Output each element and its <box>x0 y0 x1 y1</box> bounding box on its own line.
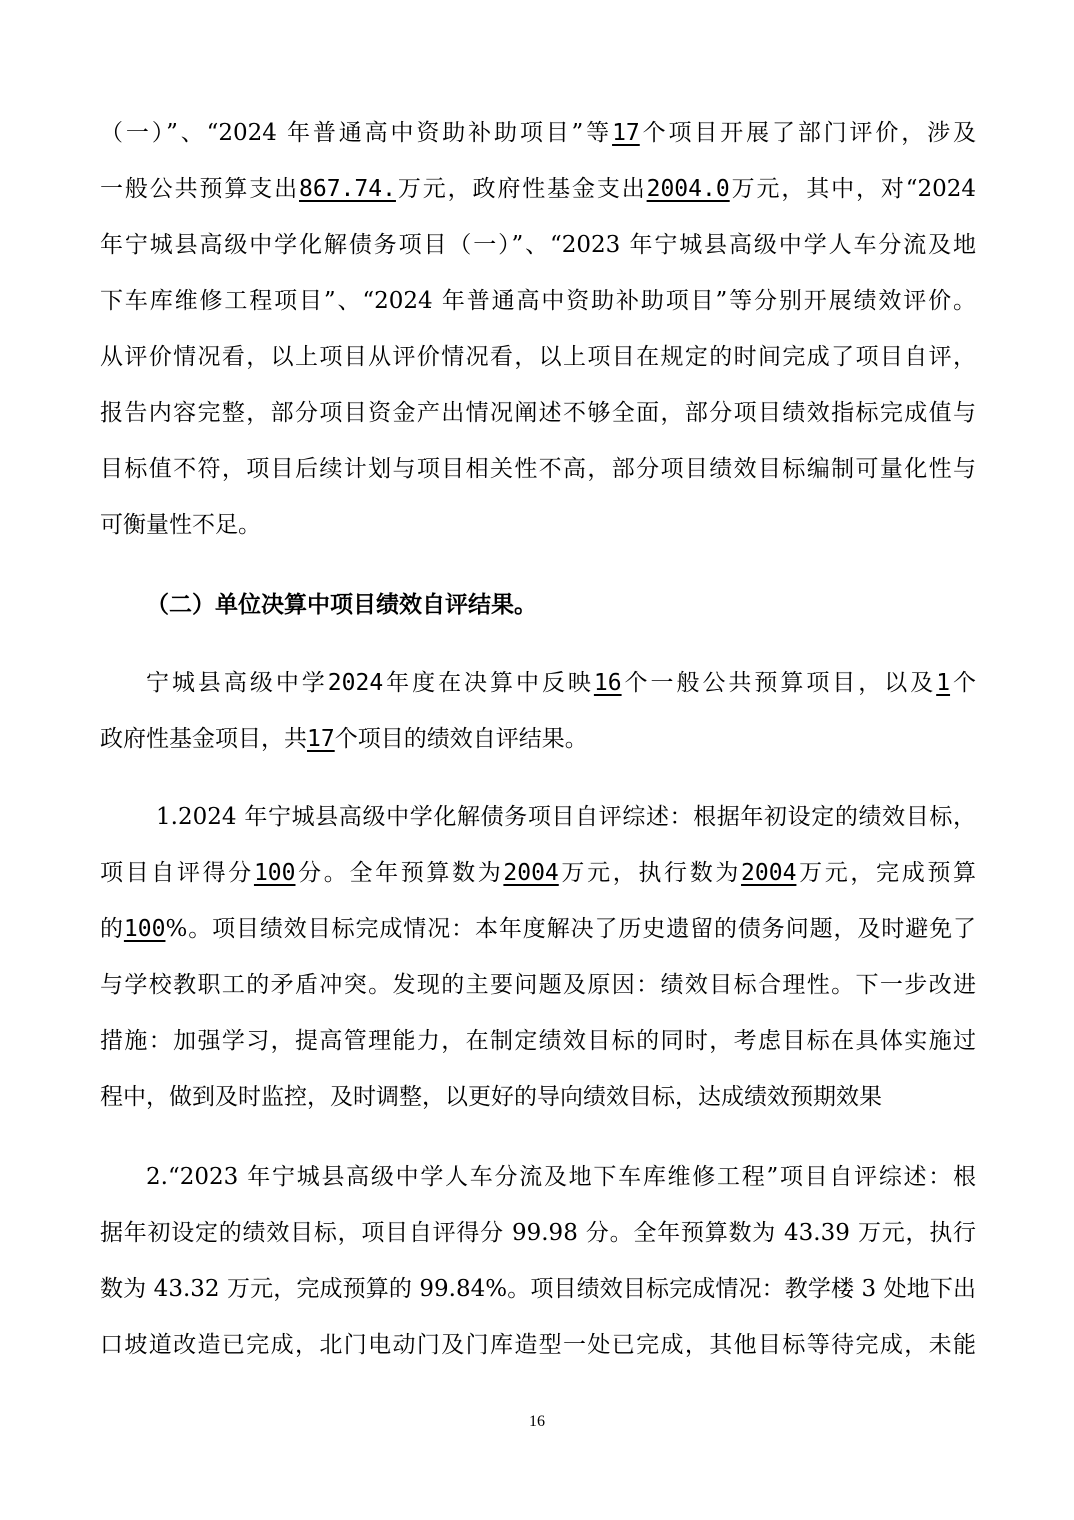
item2-line4: 口坡道改造已完成，北门电动门及门库造型一处已完成，其他目标等待完成，未能 <box>100 1332 976 1358</box>
item2-line2: 据年初设定的绩效目标，项目自评得分 99.98 分。全年预算数为 43.39 万元，执行 <box>100 1220 976 1246</box>
item1-line4: 与学校教职工的矛盾冲突。发现的主要问题及原因：绩效目标合理性。下一步改进 <box>100 972 976 998</box>
section-heading: （二）单位决算中项目绩效自评结果。 <box>146 592 537 618</box>
paragraph1-line7: 目标值不符，项目后续计划与项目相关性不高，部分项目绩效目标编制可量化性与 <box>100 456 976 482</box>
item1-line1: 1.2024 年宁城县高级中学化解债务项目自评综述：根据年初设定的绩效目标， <box>156 804 976 830</box>
text-run: 一般公共预算支出 <box>100 176 300 202</box>
item1-line5: 措施：加强学习，提高管理能力，在制定绩效目标的同时，考虑目标在具体实施过 <box>100 1028 976 1054</box>
page-number: 16 <box>529 1413 545 1430</box>
underlined-value: 867.74. <box>299 176 396 202</box>
paragraph1-line8: 可衡量性不足。 <box>100 512 261 538</box>
text-run: 年度在决算中反映 <box>383 670 594 696</box>
item2-line1: 2.“2023 年宁城县高级中学人车分流及地下车库维修工程”项目自评综述：根 <box>146 1164 976 1190</box>
underlined-value: 100 <box>123 916 166 942</box>
text-run: 个项目的绩效自评结果。 <box>334 726 588 752</box>
item1-line6: 程中，做到及时监控，及时调整，以更好的导向绩效目标，达成绩效预期效果 <box>100 1084 882 1110</box>
text-run: 个一般公共预算项目，以及 <box>621 670 937 696</box>
item1-line3 <box>100 914 976 944</box>
underlined-value: 1 <box>936 670 951 696</box>
text-run: 个 <box>950 670 976 696</box>
text-run: 万元，完成预算 <box>796 860 976 886</box>
paragraph2-line2 <box>100 724 976 754</box>
text-run: 万元，其中，对“2024 <box>729 176 976 202</box>
text-run: %。项目绩效目标完成情况：本年度解决了历史遗留的债务问题，及时避免了 <box>165 916 976 942</box>
text-run: 的 <box>100 916 124 942</box>
paragraph1-line5: 从评价情况看，以上项目从评价情况看，以上项目在规定的时间完成了项目自评， <box>100 344 976 370</box>
paragraph1-line4: 下车库维修工程项目”、“2024 年普通高中资助补助项目”等分别开展绩效评价。 <box>100 288 976 314</box>
underlined-value: 17 <box>307 726 335 752</box>
paragraph2-line1 <box>146 668 976 698</box>
paragraph1-line2 <box>100 174 976 204</box>
underlined-value: 2004.0 <box>646 176 730 202</box>
item1-line2 <box>100 858 976 888</box>
underlined-value: 2004 <box>503 860 559 886</box>
underlined-value: 100 <box>253 860 296 886</box>
paragraph1-line1 <box>100 118 976 148</box>
paragraph1-line6: 报告内容完整，部分项目资金产出情况阐述不够全面，部分项目绩效指标完成值与 <box>100 400 976 426</box>
underlined-value: 2004 <box>741 860 797 886</box>
text-run: 万元，政府性基金支出 <box>395 176 647 202</box>
text-run: 项目自评得分 <box>100 860 254 886</box>
text-run: 个项目开展了部门评价，涉及 <box>639 120 976 146</box>
underlined-value: 16 <box>593 670 622 696</box>
text-run: 分。全年预算数为 <box>295 860 504 886</box>
item2-line3: 数为 43.32 万元，完成预算的 99.84%。项目绩效目标完成情况：教学楼 3 处地下出 <box>100 1276 976 1302</box>
text-run: 政府性基金项目，共 <box>100 726 307 752</box>
underlined-value: 17 <box>612 120 640 146</box>
text-run: （一）”、“2024 年普通高中资助补助项目”等 <box>100 120 613 146</box>
text-run: 万元，执行数为 <box>558 860 742 886</box>
text-run: 宁城县高级中学 <box>146 670 328 696</box>
paragraph1-line3: 年宁城县高级中学化解债务项目（一）”、“2023 年宁城县高级中学人车分流及地 <box>100 232 976 258</box>
year-value: 2024 <box>327 670 384 696</box>
